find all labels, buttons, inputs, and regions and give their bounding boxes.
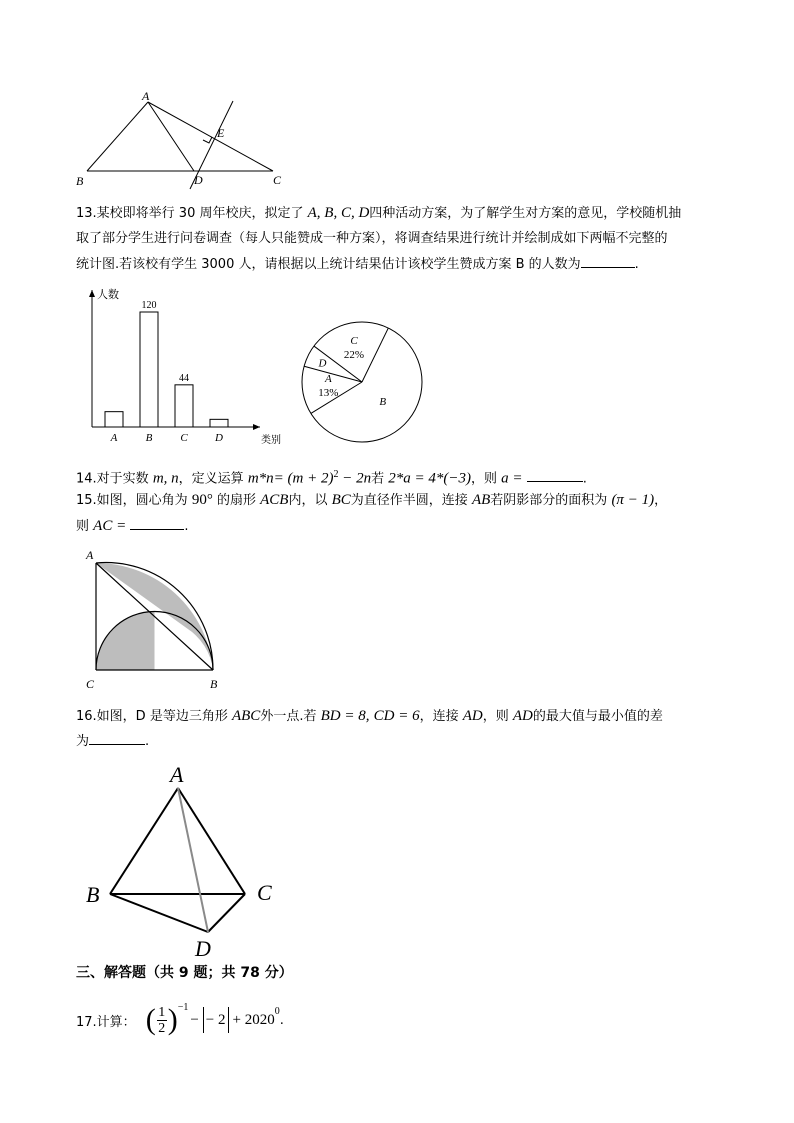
bar-y-axis-label: 人数 — [97, 289, 119, 301]
bar-category-label: B — [145, 432, 153, 444]
q16-text-f: 为 — [76, 734, 90, 749]
q16-bd: BD = 8 — [320, 708, 366, 724]
q14-text-d: ，则 — [471, 471, 498, 487]
q16-line-AB — [110, 788, 178, 894]
bar-B — [140, 312, 158, 427]
q17-numerator: 1 — [158, 1004, 166, 1020]
q15-figure — [80, 545, 230, 695]
q16-line-BD — [110, 894, 208, 932]
q17-line — [76, 1000, 284, 1040]
q17-rparen: ) — [167, 1003, 178, 1036]
q16-text-e: 的最大值与最小值的差 — [532, 709, 663, 724]
bar-x-axis-label: 类别 — [261, 435, 281, 446]
q13-text-a: 13.某校即将举行 30 周年校庆，拟定了 — [76, 206, 304, 221]
q15-end: . — [184, 519, 189, 534]
q14-def-a: m*n — [247, 470, 274, 487]
q13-answer-blank[interactable] — [581, 253, 635, 268]
bar-C — [175, 385, 193, 427]
q16-label-B: B — [86, 882, 100, 907]
q16-line-CD — [208, 894, 245, 932]
q12-label-D: D — [194, 173, 203, 187]
q13-line1 — [76, 200, 681, 227]
bar-chart — [78, 282, 288, 447]
q17-text: 17.计算： — [76, 1014, 136, 1030]
q16-line1 — [76, 703, 663, 730]
q15-bc: BC — [331, 492, 351, 508]
q16-ad: AD — [462, 708, 483, 724]
pie-label-C: C — [350, 334, 358, 347]
q14-ans-var: a = — [501, 470, 523, 487]
bar-A — [105, 412, 123, 427]
q16-label-A: A — [170, 762, 184, 787]
q12-label-B: B — [76, 174, 84, 188]
q16-line2 — [76, 729, 149, 755]
q12-label-A: A — [142, 89, 150, 103]
q15-text-d: 为直径作半圆，连接 — [350, 493, 468, 508]
bar-category-label: D — [215, 432, 223, 444]
pie-percent-C: 22% — [343, 348, 365, 361]
q16-abc: ABC — [231, 708, 261, 724]
q13-text-b: 四种活动方案，为了解学生对方案的意见，学校随机抽 — [369, 206, 682, 221]
q13-text-c: 统计图.若该校有学生 3000 人，请根据以上统计结果估计该校学生赞成方案 B 的人数为 — [76, 257, 581, 272]
q16-cd: CD = 6 — [373, 708, 420, 724]
q16-label-D: D — [195, 936, 211, 961]
q17-fraction — [157, 1005, 167, 1036]
q16-text-d: ，则 — [482, 709, 509, 724]
q17-abs-inner: − 2 — [205, 1012, 226, 1028]
q15-label-C: C — [86, 677, 95, 691]
q17-exp0: 0 — [274, 1006, 280, 1017]
q14-end: . — [582, 471, 587, 487]
q14-answer-blank[interactable] — [527, 467, 583, 482]
q16-text-b: 外一点.若 — [260, 709, 317, 724]
q15-line2 — [76, 513, 188, 540]
q12-label-E: E — [217, 126, 225, 140]
pie-label-B: B — [379, 395, 387, 408]
q13-line2: 取了部分学生进行问卷调查（每人只能赞成一种方案），将调查结果进行统计并绘制成如下两幅不完整的 — [76, 231, 668, 246]
q12-line-AD — [148, 102, 194, 171]
q15-semicircle-fill-left — [96, 612, 155, 671]
q13-end: . — [634, 257, 639, 272]
q15-answer-blank[interactable] — [130, 515, 184, 530]
q14-text-c: 若 — [371, 471, 385, 487]
section3-title: 三、解答题（共 9 题；共 78 分） — [76, 965, 293, 981]
bar-category-label: A — [110, 432, 118, 444]
q14-text-a: 14.对于实数 — [76, 471, 149, 487]
q17-exp: −1 — [177, 1002, 189, 1013]
q12-figure — [70, 85, 300, 190]
q14-def-exp: 2 — [333, 469, 339, 480]
q16-text-c: ，连接 — [419, 709, 459, 724]
q14-text-b: ，定义运算 — [178, 471, 244, 487]
q12-right-angle-mark — [203, 137, 212, 143]
q16-line-AD — [178, 788, 208, 932]
q15-label-B: B — [210, 677, 218, 691]
q15-ab: AB — [471, 492, 491, 508]
q13-vars: A, B, C, D — [307, 205, 370, 221]
bar-y-axis-arrow — [89, 290, 95, 297]
q15-comma: ， — [654, 493, 668, 508]
q14-cond: 2*a = 4*(−3) — [388, 470, 472, 487]
q12-line-AC — [148, 102, 273, 171]
q13-line3 — [76, 252, 639, 278]
q14-def-c: − 2n — [338, 470, 372, 487]
q16-text-a: 16.如图，D 是等边三角形 — [76, 709, 228, 724]
q15-text-a: 15.如图，圆心角为 — [76, 493, 188, 508]
q16-answer-blank[interactable] — [89, 730, 145, 745]
q16-label-C: C — [257, 880, 272, 905]
q15-ac: AC = — [93, 518, 127, 534]
q15-area: (π − 1) — [611, 492, 655, 508]
q14-def-b: = (m + 2) — [273, 470, 334, 487]
q17-minus: − — [190, 1011, 199, 1028]
q16-ad2: AD — [512, 708, 533, 724]
q15-sector: ACB — [260, 492, 289, 508]
q12-line-AB — [87, 102, 148, 171]
q15-text-c: 内，以 — [288, 493, 328, 508]
q14-vars: m, n — [152, 470, 179, 487]
q15-label-A: A — [86, 548, 94, 562]
q17-abs — [203, 1007, 229, 1033]
q15-text-b: 的扇形 — [216, 493, 256, 508]
pie-percent-A: 13% — [318, 386, 339, 399]
q15-text-f: 则 — [76, 519, 90, 534]
q17-lparen: ( — [145, 1003, 156, 1036]
bar-D — [210, 419, 228, 427]
bar-category-label: C — [180, 432, 188, 444]
q12-label-C: C — [273, 173, 282, 187]
bar-x-axis-arrow — [253, 424, 260, 430]
q17-end: . — [279, 1012, 284, 1028]
q15-angle: 90° — [191, 492, 213, 508]
q16-figure — [80, 760, 290, 965]
q16-comma: , — [365, 708, 370, 724]
pie-chart — [298, 318, 426, 446]
pie-label-D: D — [318, 357, 327, 370]
q15-line1 — [76, 487, 667, 514]
q16-end: . — [145, 734, 150, 749]
bar-data-label: 120 — [141, 300, 157, 311]
q15-text-e: 若阴影部分的面积为 — [490, 493, 608, 508]
q17-denominator: 2 — [158, 1020, 166, 1036]
q17-plus: + 2020 — [232, 1011, 275, 1028]
pie-label-A: A — [324, 372, 332, 385]
bar-data-label: 44 — [179, 372, 189, 384]
